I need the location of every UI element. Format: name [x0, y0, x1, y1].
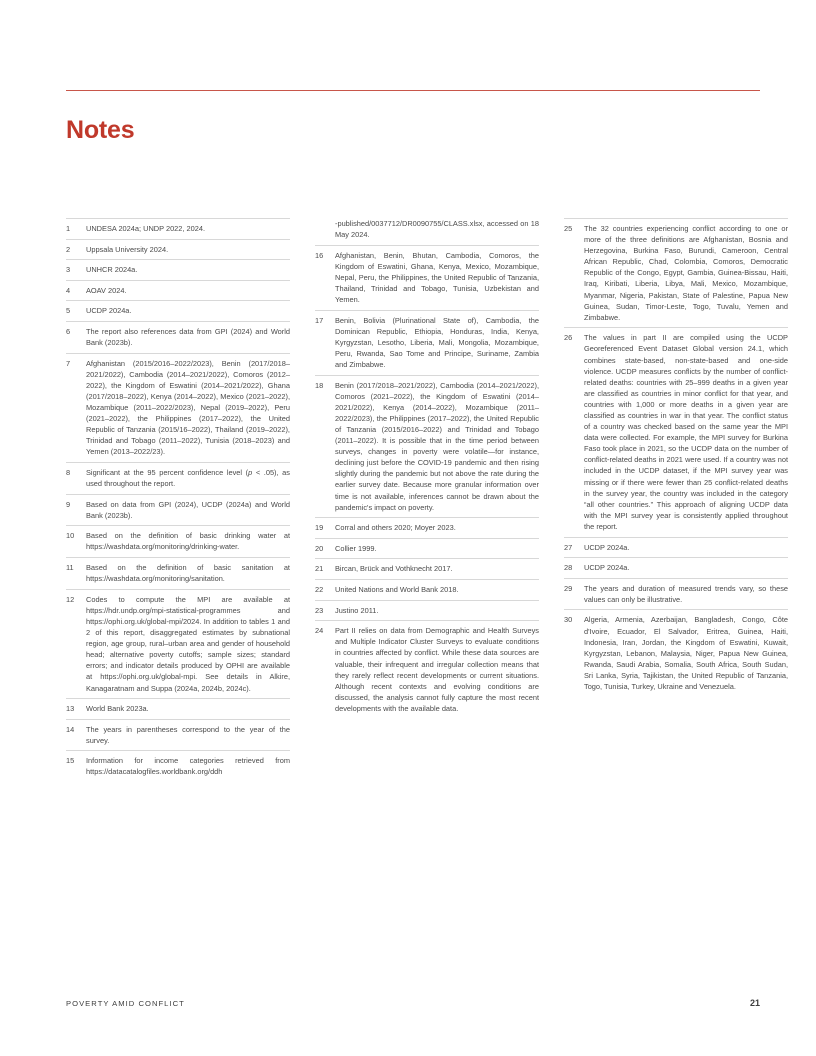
note-item	[315, 558, 539, 579]
note-number: 19	[315, 523, 324, 533]
note-text: AOAV 2024.	[86, 285, 127, 295]
note-number: 27	[564, 542, 573, 552]
notes-column-1	[66, 218, 290, 782]
note-item	[315, 538, 539, 559]
note-number: 20	[315, 543, 324, 553]
note-item	[66, 218, 290, 239]
note-text: Uppsala University 2024.	[86, 244, 169, 254]
note-text: Afghanistan (2015/2016–2022/2023), Benin (2017/2018–2021/2022), Cambodia (2014–2021/2022), Comoros (2012–2022), the Kingdom of Eswatini (2014–2021/2022), Ghana (2017/2018–2022), Kenya (2014–2022), Mexico (2021–2022), Mozambique (2011–2022/2023), Nepal (2019–2022), Peru (2021–2022), the Philippines (2017–2022), the United Republic of Tanzania (2015/16–2022), Thailand (2019–2022), Trinidad and Tobago (2011–2022), Tunisia (2018–2023) and Yemen (2013–2022/23).	[86, 358, 290, 457]
note-continuation	[315, 218, 539, 245]
note-number: 17	[315, 315, 324, 325]
note-number: 12	[66, 594, 75, 604]
note-text: Benin, Bolivia (Plurinational State of), Cambodia, the Dominican Republic, Ethiopia, Honduras, India, Kenya, Kyrgyzstan, Lesotho, Liberia, Mali, Mongolia, Mozambique, Peru, Rwanda, Sao Tome and Principe, Suriname, Zambia and Zimbabwe.	[335, 315, 539, 370]
note-text: Bircan, Brück and Vothknecht 2017.	[335, 564, 453, 574]
note-text: UNHCR 2024a.	[86, 265, 138, 275]
note-item	[315, 620, 539, 718]
note-number: 4	[66, 285, 71, 295]
note-number: 16	[315, 250, 324, 260]
note-text: Benin (2017/2018–2021/2022), Cambodia (2014–2021/2022), Comoros (2021–2022), the Kingdom of Eswatini (2014–2021/2022), Kenya (2014–2022), Mozambique (2011–2022/2023), the Philippines (2017–2022), the United Republic of Tanzania (2015/2016–2022) and Trinidad and Tobago (2011–2022). It is possible that in the time period between surveys, changes in poverty were volatile—for instance, declining just before the COVID-19 pandemic and then rising slightly during the pandemic but not above the rate during the earlier survey date. Because more granular information over time is not available, inferences cannot be drawn about the pandemic's impact on poverty.	[335, 380, 539, 512]
note-item	[66, 239, 290, 260]
note-text: Algeria, Armenia, Azerbaijan, Bangladesh, Congo, Côte d'Ivoire, Ecuador, El Salvador, Eritrea, Guinea, Haiti, Indonesia, Iran, Jordan, the Kingdom of Eswatini, Kuwait, Kyrgyzstan, Lebanon, Malaysia, Niger, Papua New Guinea, Rwanda, Saudi Arabia, Somalia, South Africa, South Sudan, Sri Lanka, Syria, Tajikistan, the United Republic of Tanzania, Togo, Tunisia, Turkey, Ukraine and Venezuela.	[584, 615, 788, 691]
note-item	[66, 353, 290, 462]
note-number: 10	[66, 531, 75, 541]
note-text: UCDP 2024a.	[584, 542, 630, 552]
note-number: 2	[66, 244, 71, 254]
note-item	[564, 578, 788, 610]
note-item	[315, 245, 539, 310]
note-text: Significant at the 95 percent confidence level (p < .05), as used throughout the report.	[86, 468, 290, 489]
note-text: Based on data from GPI (2024), UCDP (2024a) and World Bank (2023b).	[86, 499, 290, 520]
page-title: Notes	[66, 115, 135, 144]
note-number: 21	[315, 564, 324, 574]
note-item	[66, 321, 290, 353]
note-number: 9	[66, 499, 71, 509]
note-number: 18	[315, 380, 324, 390]
note-number: 28	[564, 563, 573, 573]
note-text: UCDP 2024a.	[86, 306, 132, 316]
note-item	[66, 300, 290, 321]
note-number: 24	[315, 626, 324, 636]
note-text: World Bank 2023a.	[86, 704, 149, 714]
note-number: 15	[66, 756, 75, 766]
footer-running-title: POVERTY AMID CONFLICT	[66, 999, 185, 1008]
note-text: The 32 countries experiencing conflict according to one or more of the three definitions are Afghanistan, Bosnia and Herzegovina, Burkina Faso, Burundi, Cameroon, Central African Republic, Chad, Colombia, Comoros, Democratic Republic of the Congo, Egypt, Gambia, Guinea-Bissau, Haiti, Iraq, Kiribati, Liberia, Libya, Mali, Mexico, Mozambique, Myanmar, Nigeria, Pakistan, State of Palestine, Papua New Guinea, Sudan, Timor-Leste, Togo, Tuvalu, Yemen and Zimbabwe.	[584, 224, 788, 322]
note-text: United Nations and World Bank 2018.	[335, 585, 459, 595]
notes-column-2	[315, 218, 539, 718]
note-number: 1	[66, 224, 71, 233]
note-text: Collier 1999.	[335, 543, 377, 553]
note-text: Information for income categories retrieved from https://datacatalogfiles.worldbank.org/ddh	[86, 756, 290, 777]
note-text: Afghanistan, Benin, Bhutan, Cambodia, Comoros, the Kingdom of Eswatini, Ghana, Kenya, Mexico, Mozambique, Nepal, Peru, the Philippines, the United Republic of Tanzania, Thailand, Trinidad and Tobago, Tunisia, Uzbekistan and Yemen.	[335, 250, 539, 305]
note-item	[315, 600, 539, 621]
note-item	[66, 525, 290, 557]
note-item	[66, 259, 290, 280]
note-item	[315, 579, 539, 600]
note-number: 25	[564, 224, 573, 233]
footer-page-number: 21	[749, 998, 760, 1008]
note-item	[66, 494, 290, 526]
note-number: 6	[66, 326, 71, 336]
note-item	[66, 719, 290, 751]
note-number: 7	[66, 358, 71, 368]
notes-column-3	[564, 218, 788, 697]
page-footer	[66, 998, 760, 1008]
notes-columns	[66, 218, 788, 782]
note-text: Justino 2011.	[335, 605, 379, 615]
note-number: 30	[564, 615, 573, 625]
note-item	[66, 698, 290, 719]
note-text: UNDESA 2024a; UNDP 2022, 2024.	[86, 224, 206, 233]
note-item	[564, 609, 788, 696]
note-item	[315, 310, 539, 375]
note-text: UCDP 2024a.	[584, 563, 630, 573]
note-item	[315, 517, 539, 538]
note-text: Part II relies on data from Demographic and Health Surveys and Multiple Indicator Cluster Surveys to evaluate conditions in countries affected by conflict. While these data sources are valuable, their infrequent and irregular collection means that they rarely reflect recent developments or current situations. Although recent contexts and evolving conditions are discussed, the analysis cannot fully capture the most recent developments with the available data.	[335, 626, 539, 713]
note-text: Based on the definition of basic sanitation at https://washdata.org/monitoring/sanitation.	[86, 563, 290, 584]
note-number: 8	[66, 468, 71, 477]
note-item	[66, 557, 290, 589]
note-text: Corral and others 2020; Moyer 2023.	[335, 523, 456, 533]
header-rule	[66, 90, 760, 91]
note-number: 29	[564, 583, 573, 593]
note-item	[66, 750, 290, 782]
note-text: The report also references data from GPI (2024) and World Bank (2023b).	[86, 326, 290, 348]
note-item	[564, 327, 788, 536]
note-item	[66, 589, 290, 698]
note-item	[564, 557, 788, 578]
note-item	[66, 280, 290, 301]
note-text: The values in part II are compiled using the UCDP Georeferenced Event Dataset Global version 24.1, which combines state-based, non-state-based and one-side violence. UCDP measures conflicts by the number of conflict-related deaths: countries with 25–999 deaths in a given year are classified as countries in minor conflict for that year, and countries with 1,000 or more deaths in a given year are classified as countries in war in that year. The conflict status of a country was checked based on the same year the MPI data were collected. For example, the MPI survey for Burkina Faso took place in 2021, so the UCDP data on the number of conflict-related deaths in 2021 were used. If a country was not included in the UCDP dataset, if the MPI survey year was missing or if there were fewer than 25 conflict-related deaths in the survey year, the country was included in the category “all other countries.” This approach of aligning UCDP data with the MPI survey year is consistently applied throughout the report.	[584, 333, 788, 531]
note-number: 23	[315, 605, 324, 615]
note-text: The years and duration of measured trends vary, so these values can only be illustrative.	[584, 583, 788, 604]
note-number: 14	[66, 724, 75, 734]
note-number: 11	[66, 563, 74, 573]
note-text: Based on the definition of basic drinking water at https://washdata.org/monitoring/drinking-water.	[86, 531, 290, 552]
note-item	[315, 375, 539, 518]
note-item	[564, 218, 788, 327]
note-number: 13	[66, 704, 75, 714]
note-number: 3	[66, 265, 71, 275]
note-item	[66, 462, 290, 494]
note-number: 26	[564, 333, 573, 343]
note-item	[564, 537, 788, 558]
note-number: 22	[315, 585, 324, 595]
note-text: The years in parentheses correspond to the year of the survey.	[86, 724, 290, 745]
note-text: -published/0037712/DR0090755/CLASS.xlsx, accessed on 18 May 2024.	[335, 219, 539, 240]
note-text: Codes to compute the MPI are available at https://hdr.undp.org/mpi-statistical-programmes and https://ophi.org.uk/global-mpi/2024. In addition to tables 1 and 2 of this report, disaggregated estimates by subnational region, age group, rural–urban area and gender of household head; alternative poverty cutoffs; sample sizes; standard errors; and indicator details produced by OPHI are available at https://ophi.org.uk/global-mpi. See details in Alkire, Kanagaratnam and Suppa (2024a, 2024b, 2024c).	[86, 594, 290, 693]
note-text-italic: p	[248, 468, 253, 477]
note-number: 5	[66, 306, 71, 316]
